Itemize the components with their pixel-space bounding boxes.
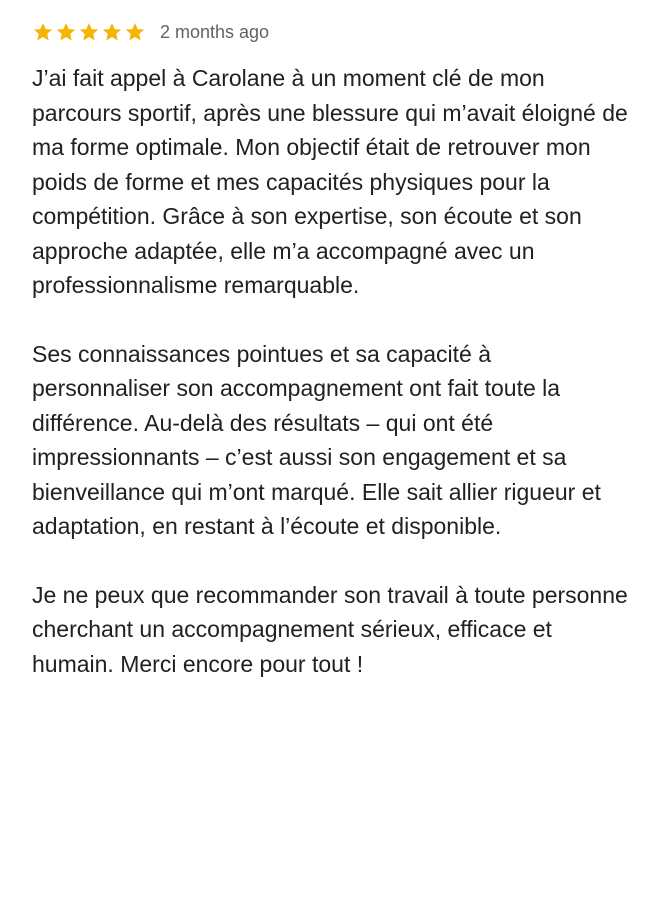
review-card [32,18,632,681]
review-paragraph: J’ai fait appel à Carolane à un moment clé de mon parcours sportif, après une blessure qui m’avait éloigné de ma forme optimale. Mon objectif était de retrouver mon poids de forme et mes capacités physiques pour la compétition. Grâce à son expertise, son écoute et son approche adaptée, elle m’a accompagné avec un professionnalisme remarquable. [32,65,628,298]
star-icon [78,21,100,43]
review-text [32,61,632,681]
star-icon [32,21,54,43]
review-date: 2 months ago [160,21,270,42]
star-icon [101,21,123,43]
star-icon [124,21,146,43]
review-paragraph: Je ne peux que recommander son travail à toute personne cherchant un accompagnement sérieux, efficace et humain. Merci encore pour tout ! [32,581,628,677]
star-rating [32,21,146,43]
review-paragraph: Ses connaissances pointues et sa capacité à personnaliser son accompagnement ont fait toute la différence. Au-delà des résultats – qui ont été impressionnants – c’est aussi son engagement et sa bienveillance qui m’ont marqué. Elle sait allier rigueur et adaptation, en restant à l’écoute et disponible. [32,340,601,539]
review-meta [32,18,632,46]
star-icon [55,21,77,43]
